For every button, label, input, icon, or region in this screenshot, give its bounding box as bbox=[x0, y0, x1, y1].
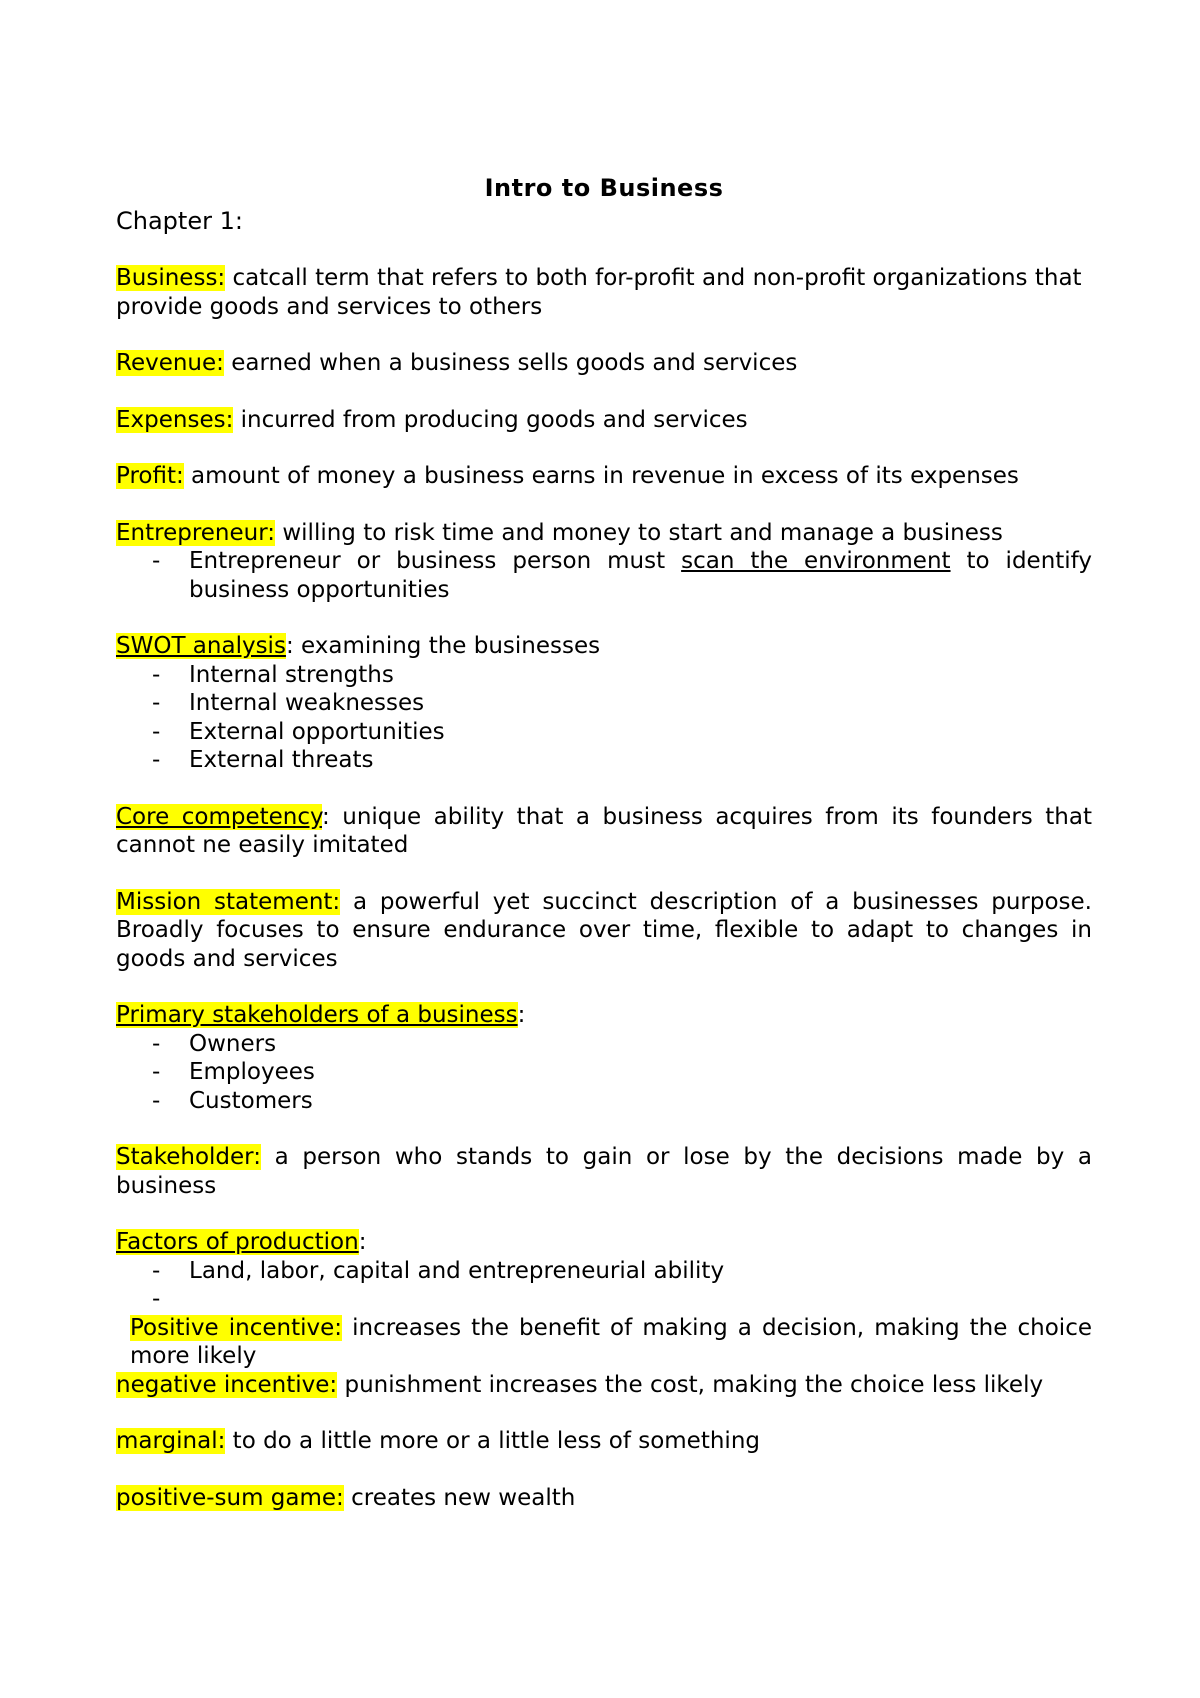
definition-factors-of-production bbox=[116, 1228, 1092, 1257]
factors-list bbox=[116, 1257, 1092, 1314]
dash-bullet: - bbox=[152, 690, 161, 716]
def-factors-of-production: : bbox=[358, 1229, 367, 1255]
list-item-text: Land, labor, capital and entrepreneurial ability bbox=[189, 1257, 725, 1284]
term-business: Business: bbox=[116, 265, 226, 291]
definition-profit bbox=[116, 462, 1092, 491]
definition-revenue bbox=[116, 349, 1092, 378]
def-stakeholder: a person who stands to gain or lose by the decisions made by a business bbox=[116, 1144, 1092, 1199]
list-item bbox=[116, 1030, 1092, 1059]
definition-positive-sum-game bbox=[116, 1484, 1092, 1513]
def-positive-sum-game: creates new wealth bbox=[343, 1484, 576, 1511]
list-item-text: External threats bbox=[189, 747, 374, 773]
bullet-text: Entrepreneur or business person must bbox=[189, 548, 682, 574]
definition-positive-incentive bbox=[116, 1314, 1092, 1371]
dash-bullet: - bbox=[152, 1257, 161, 1284]
def-negative-incentive: punishment increases the cost, making the choice less likely bbox=[337, 1371, 1044, 1398]
dash-bullet: - bbox=[152, 747, 161, 773]
list-item bbox=[116, 1285, 1092, 1314]
definition-business bbox=[116, 264, 1092, 321]
list-item bbox=[116, 1257, 1092, 1286]
term-core-competency: Core competency bbox=[116, 803, 322, 830]
def-business: catcall term that refers to both for-profit and non-profit organizations that provide goods and services to others bbox=[116, 265, 1082, 320]
term-stakeholder: Stakeholder: bbox=[116, 1144, 261, 1170]
definition-core-competency bbox=[116, 803, 1092, 860]
definition-primary-stakeholders bbox=[116, 1001, 1092, 1030]
list-item bbox=[116, 1058, 1092, 1087]
term-negative-incentive: negative incentive: bbox=[116, 1371, 338, 1398]
dash-bullet: - bbox=[152, 1286, 161, 1312]
list-item bbox=[116, 718, 1092, 747]
term-factors-of-production: Factors of production bbox=[116, 1229, 359, 1255]
def-marginal: to do a little more or a little less of something bbox=[225, 1428, 760, 1454]
term-expenses: Expenses: bbox=[116, 406, 234, 433]
def-mission-statement: a powerful yet succinct description of a businesses purpose. Broadly focuses to ensure endurance over time, flexible to adapt to changes in goods and services bbox=[116, 888, 1092, 972]
definition-entrepreneur bbox=[116, 519, 1092, 548]
chapter-heading: Chapter 1: bbox=[116, 207, 243, 235]
definition-stakeholder bbox=[116, 1143, 1092, 1200]
underlined-phrase: scan the environment bbox=[681, 548, 951, 574]
def-primary-stakeholders: : bbox=[517, 1002, 526, 1028]
definition-swot bbox=[116, 632, 1092, 661]
list-item bbox=[116, 1087, 1092, 1116]
def-profit: amount of money a business earns in revenue in excess of its expenses bbox=[183, 463, 1019, 489]
definition-mission-statement bbox=[116, 888, 1092, 974]
dash-bullet: - bbox=[152, 718, 161, 745]
term-positive-sum-game: positive-sum game: bbox=[116, 1484, 344, 1511]
def-core-competency: : unique ability that a business acquires from its founders that cannot ne easily imitated bbox=[116, 803, 1092, 858]
swot-list bbox=[116, 661, 1092, 775]
list-item-text: Internal strengths bbox=[189, 661, 394, 688]
dash-bullet: - bbox=[152, 1087, 161, 1114]
term-positive-incentive: Positive incentive: bbox=[130, 1314, 343, 1341]
bullet-text-end: to identify business opportunities bbox=[189, 548, 1092, 603]
dash-bullet: - bbox=[152, 1059, 161, 1085]
document-title: Intro to Business bbox=[484, 174, 724, 202]
definition-negative-incentive bbox=[116, 1371, 1092, 1400]
term-revenue: Revenue: bbox=[116, 350, 224, 376]
term-profit: Profit: bbox=[116, 463, 184, 489]
list-item bbox=[116, 746, 1092, 775]
stakeholders-list bbox=[116, 1030, 1092, 1116]
list-item-text: Internal weaknesses bbox=[189, 690, 425, 716]
list-item-text: Customers bbox=[189, 1087, 313, 1114]
def-positive-incentive: increases the benefit of making a decision, making the choice more likely bbox=[130, 1314, 1092, 1369]
term-primary-stakeholders: Primary stakeholders of a business bbox=[116, 1002, 518, 1028]
list-item bbox=[116, 547, 1092, 604]
def-expenses: incurred from producing goods and services bbox=[233, 406, 748, 433]
dash-bullet: - bbox=[152, 661, 161, 688]
def-swot: : examining the businesses bbox=[285, 633, 601, 659]
list-item bbox=[116, 661, 1092, 690]
term-mission-statement: Mission statement: bbox=[116, 888, 341, 915]
list-item bbox=[116, 689, 1092, 718]
def-revenue: earned when a business sells goods and services bbox=[223, 350, 798, 376]
term-marginal: marginal: bbox=[116, 1428, 226, 1454]
def-entrepreneur: willing to risk time and money to start and manage a business bbox=[275, 519, 1003, 546]
definition-expenses bbox=[116, 406, 1092, 435]
dash-bullet: - bbox=[152, 1030, 161, 1057]
definition-marginal bbox=[116, 1427, 1092, 1456]
term-swot: SWOT analysis bbox=[116, 633, 286, 659]
list-item-text: Owners bbox=[189, 1030, 277, 1057]
entrepreneur-list bbox=[116, 547, 1092, 604]
list-item-text: Employees bbox=[189, 1059, 315, 1085]
list-item-text: External opportunities bbox=[189, 718, 445, 745]
term-entrepreneur: Entrepreneur: bbox=[116, 519, 276, 546]
dash-bullet: - bbox=[152, 548, 161, 574]
document-body bbox=[116, 174, 1092, 1512]
